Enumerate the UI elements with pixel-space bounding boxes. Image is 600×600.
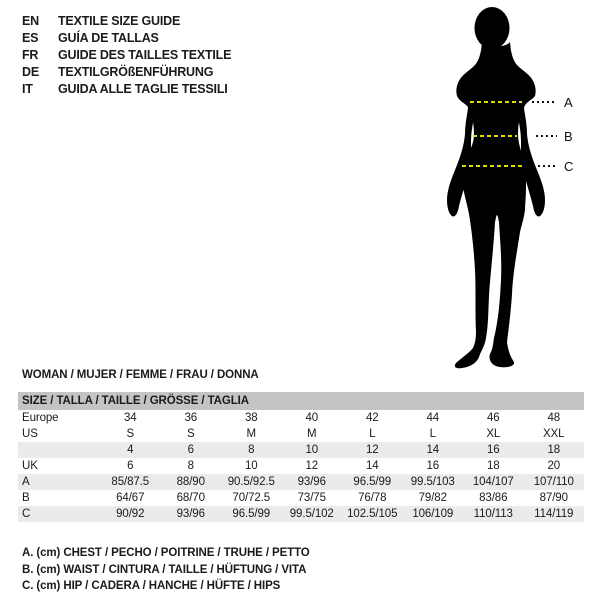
language-row-it (22, 81, 231, 98)
cell: 40 (305, 412, 319, 424)
cell: 6 (187, 444, 194, 456)
marker-label-c: C (564, 159, 574, 174)
language-row-en (22, 13, 231, 30)
size-table-header-row (18, 392, 584, 410)
cell: 4 (127, 444, 134, 456)
table-row-chest (18, 474, 584, 490)
cell: 8 (187, 460, 194, 472)
table-row-hip (18, 506, 584, 522)
cell: 96.5/99 (232, 508, 271, 520)
measurement-legend (22, 545, 310, 595)
marker-label-a: A (564, 95, 573, 110)
table-row-europe (18, 410, 584, 426)
row-label: A (22, 476, 30, 488)
size-table (18, 392, 584, 522)
cell: 90/92 (116, 508, 145, 520)
language-title: GUIDE DES TAILLES TEXTILE (58, 48, 232, 62)
cell: 34 (123, 412, 137, 424)
cell: 73/75 (297, 492, 326, 504)
cell: 93/96 (297, 476, 326, 488)
legend-hip: C. (cm) HIP / CADERA / HANCHE / HÜFTE / HIPS (22, 580, 281, 592)
language-code: DE (22, 65, 39, 79)
section-title: WOMAN / MUJER / FEMME / FRAU / DONNA (22, 369, 259, 381)
cell: L (369, 428, 376, 440)
cell: 12 (365, 444, 379, 456)
cell: 16 (426, 460, 440, 472)
language-title: GUIDA ALLE TAGLIE TESSILI (58, 82, 228, 96)
cell: 106/109 (412, 508, 454, 520)
silhouette-body (455, 42, 536, 368)
cell: 99.5/102 (289, 508, 334, 520)
row-label: B (22, 492, 30, 504)
cell: M (307, 428, 317, 440)
cell: 14 (426, 444, 440, 456)
cell: 102.5/105 (347, 508, 398, 520)
cell: 68/70 (176, 492, 205, 504)
size-table-header: SIZE / TALLA / TAILLE / GRÖSSE / TAGLIA (18, 392, 584, 410)
cell: 99.5/103 (410, 476, 455, 488)
cell: 8 (248, 444, 255, 456)
language-row-fr (22, 47, 231, 64)
cell: 79/82 (418, 492, 447, 504)
row-label: C (22, 508, 31, 520)
cell: 107/110 (533, 476, 574, 488)
cell: 42 (365, 412, 379, 424)
cell: XL (486, 428, 501, 440)
cell: 6 (127, 460, 134, 472)
language-code: EN (22, 14, 39, 28)
woman-silhouette-icon (418, 4, 588, 376)
cell: S (186, 428, 195, 440)
language-title: TEXTILGRÖßENFÜHRUNG (58, 65, 214, 79)
cell: 36 (184, 412, 198, 424)
cell: 64/67 (116, 492, 145, 504)
cell: 10 (305, 444, 319, 456)
cell: 114/119 (534, 508, 574, 520)
cell: 87/90 (539, 492, 568, 504)
language-code: FR (22, 48, 39, 62)
legend-waist: B. (cm) WAIST / CINTURA / TAILLE / HÜFTUNG / VITA (22, 563, 307, 576)
cell: L (429, 428, 436, 440)
cell: 12 (305, 460, 319, 472)
language-title: GUÍA DE TALLAS (58, 31, 159, 45)
language-title: TEXTILE SIZE GUIDE (58, 14, 181, 28)
cell: 96.5/99 (353, 476, 392, 488)
row-label: US (22, 428, 38, 440)
marker-label-b: B (564, 129, 573, 144)
cell: 38 (244, 412, 258, 424)
cell: 18 (486, 460, 500, 472)
language-row-de (22, 64, 231, 81)
language-row-es (22, 30, 231, 47)
cell: 76/78 (358, 492, 387, 504)
legend-chest: A. (cm) CHEST / PECHO / POITRINE / TRUHE / PETTO (22, 547, 310, 559)
language-list (22, 13, 231, 98)
table-row-us (18, 426, 584, 442)
cell: 20 (547, 460, 561, 472)
table-row-uk (18, 458, 584, 474)
cell: 88/90 (176, 476, 205, 488)
cell: 104/107 (472, 476, 514, 488)
cell: 46 (486, 412, 500, 424)
measurement-figure (418, 4, 588, 376)
cell: 14 (365, 460, 379, 472)
table-row-us-numeric (18, 442, 584, 458)
silhouette-head (475, 7, 510, 49)
cell: 10 (244, 460, 258, 472)
row-label (18, 442, 100, 458)
cell: S (126, 428, 135, 440)
cell: 44 (426, 412, 440, 424)
cell: 90.5/92.5 (227, 476, 275, 488)
cell: 85/87.5 (111, 476, 150, 488)
cell: M (246, 428, 256, 440)
cell: 18 (547, 444, 561, 456)
cell: 110/113 (473, 508, 513, 520)
cell: 83/86 (479, 492, 508, 504)
cell: 70/72.5 (232, 492, 271, 504)
cell: 48 (547, 412, 561, 424)
cell: XXL (543, 428, 565, 440)
language-code: IT (22, 82, 33, 96)
row-label: UK (22, 460, 38, 472)
table-row-waist (18, 490, 584, 506)
cell: 16 (486, 444, 500, 456)
language-code: ES (22, 31, 39, 45)
row-label: Europe (22, 412, 59, 424)
cell: 93/96 (176, 508, 205, 520)
